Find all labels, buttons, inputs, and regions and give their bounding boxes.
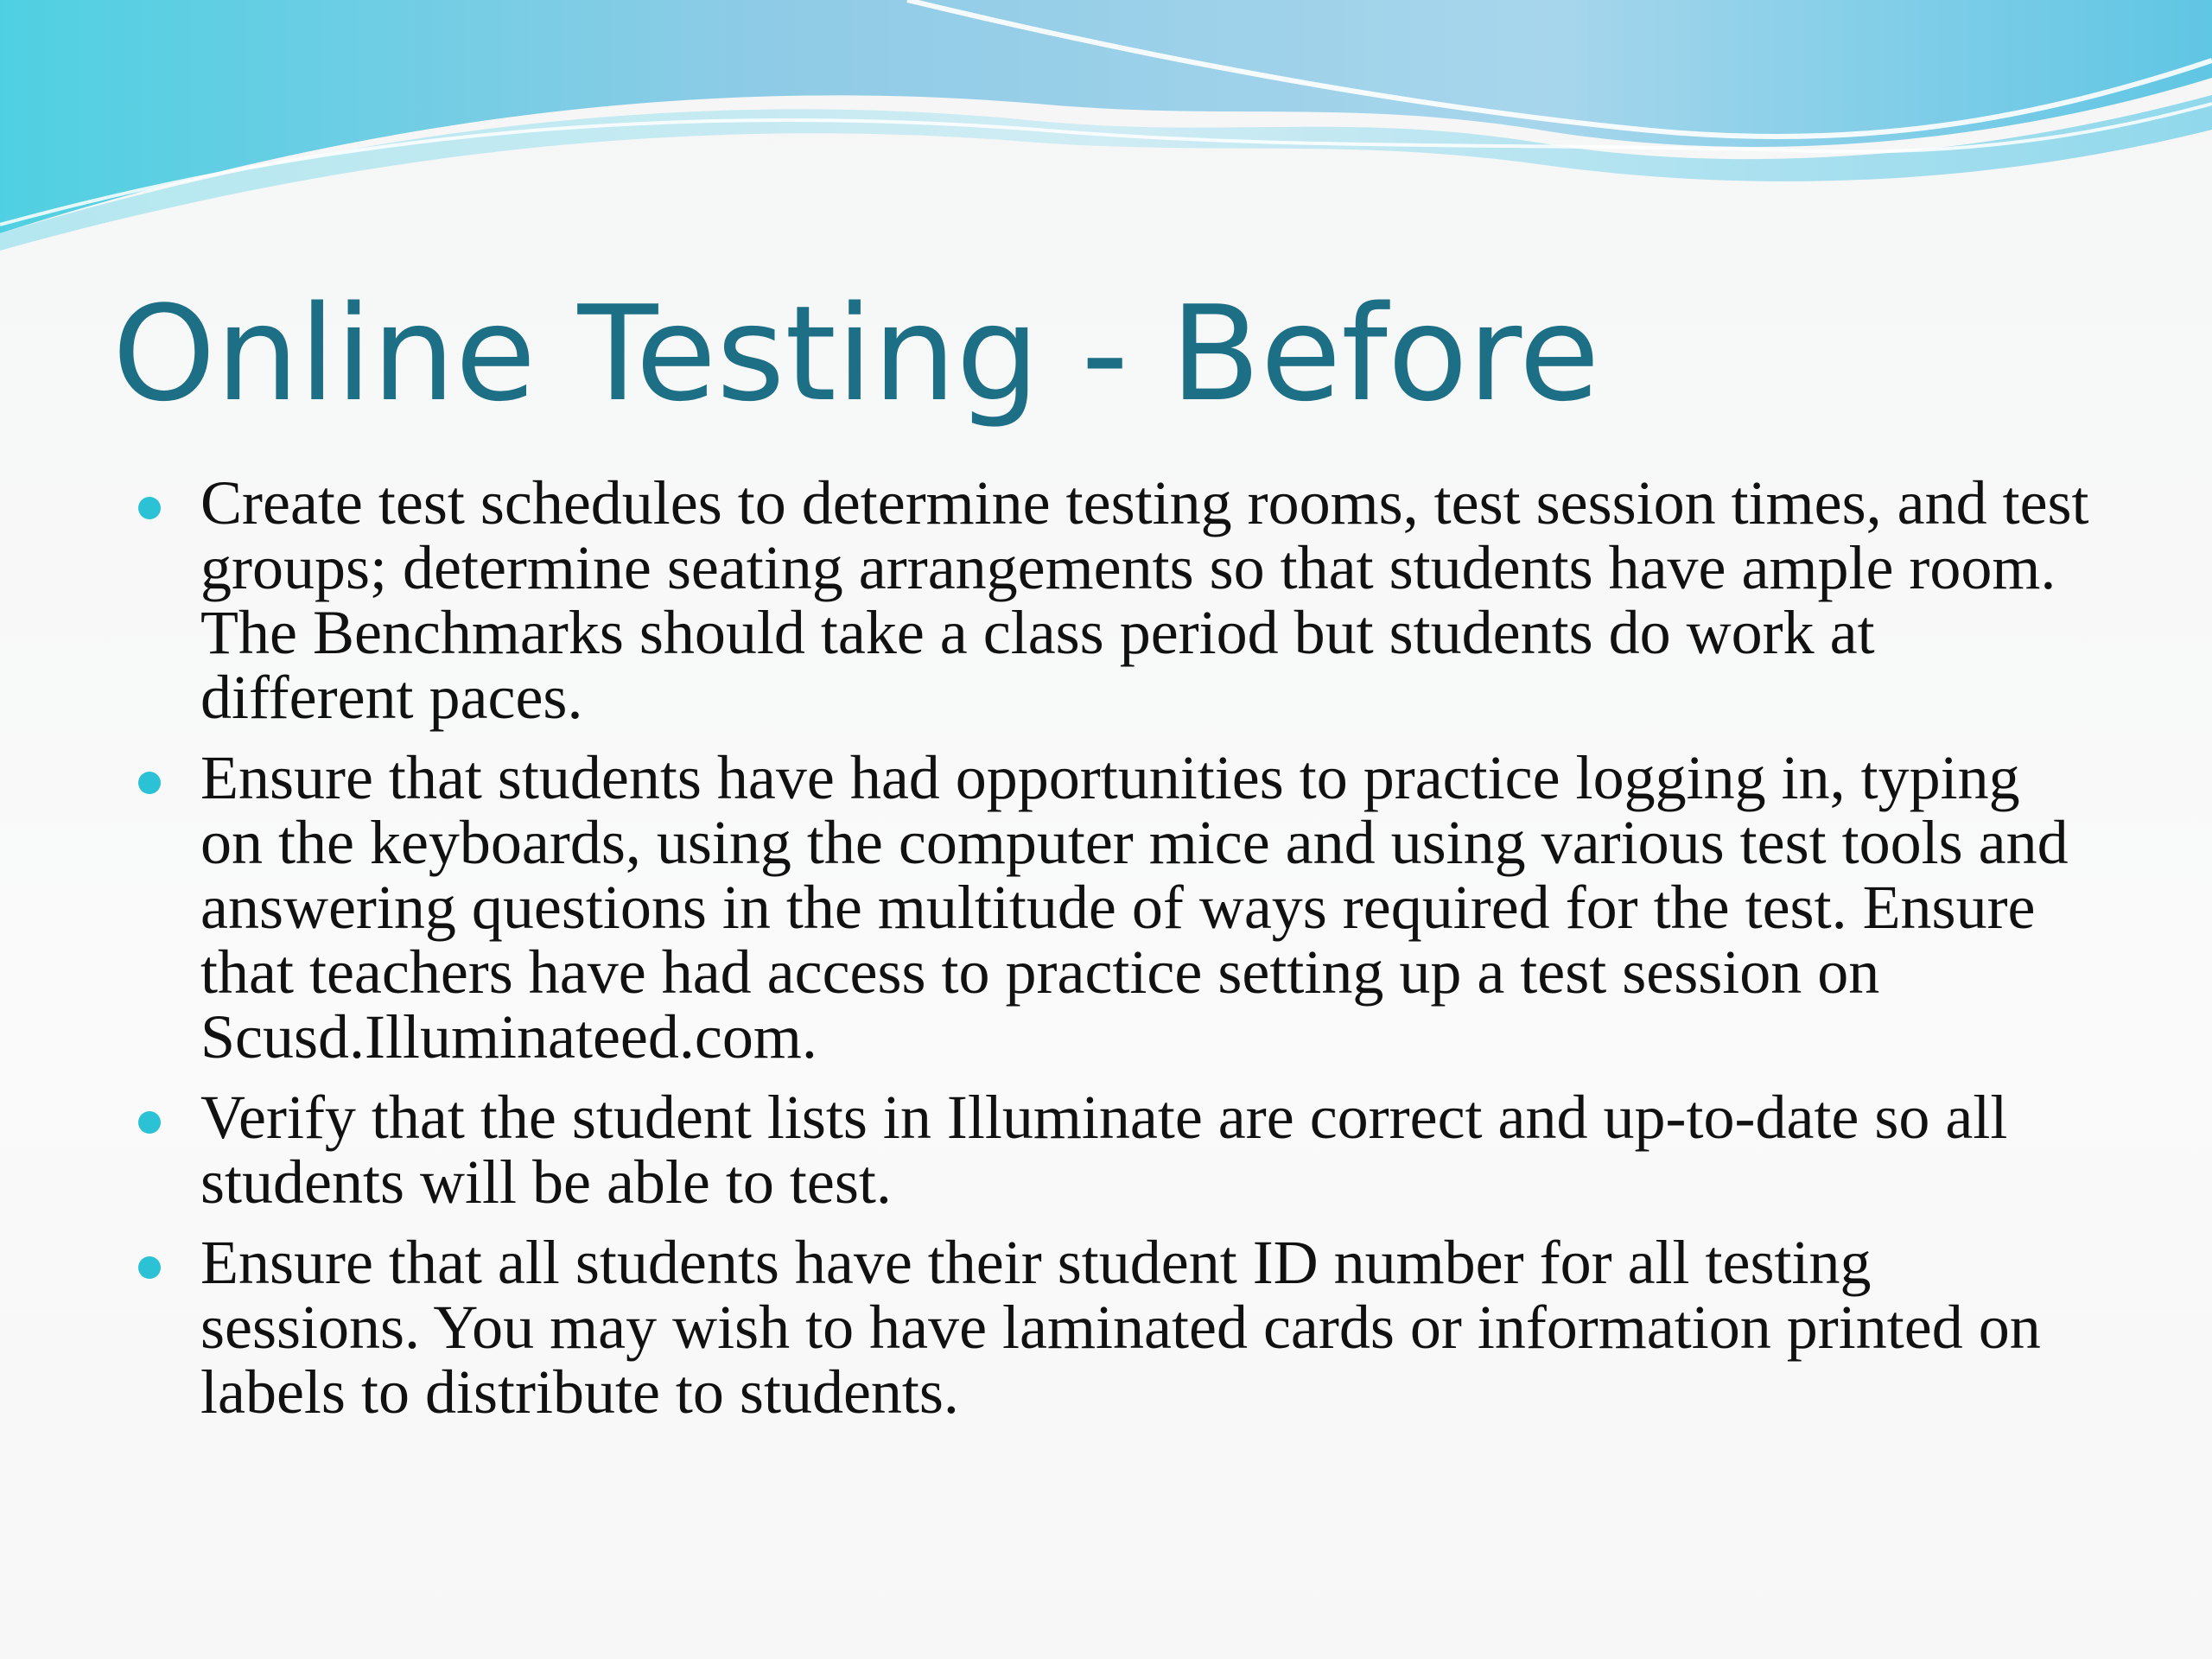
bullet-text: Verify that the student lists in Illuminate are correct and up-to-date so all students will be able to test.	[200, 1083, 2008, 1217]
bullet-dot-icon	[138, 772, 161, 794]
bullet-dot-icon	[138, 1111, 161, 1134]
wave-back	[0, 0, 2212, 233]
bullet-item	[130, 468, 2091, 732]
header-wave-decoration	[0, 0, 2212, 259]
slide-title: Online Testing - Before	[112, 277, 1600, 430]
bullet-text: Ensure that all students have their student ID number for all testing sessions. You may wish to have laminated cards or information printed on labels to distribute to students.	[200, 1228, 2041, 1427]
bullet-dot-icon	[138, 497, 161, 519]
bullet-item	[130, 1230, 2091, 1425]
bullet-text: Create test schedules to determine testing rooms, test session times, and test groups; determine seating arrangements so that students have ample room. The Benchmarks should take a class period but students do work at different paces.	[200, 468, 2089, 732]
bullet-dot-icon	[138, 1256, 161, 1279]
bullet-item	[130, 1085, 2091, 1215]
bullet-text: Ensure that students have had opportunities to practice logging in, typing on the keyboards, using the computer mice and using various test tools and answering questions in the multitude of ways required for the test. Ensure that teachers have had access to practice setting up a test session on Scusd.Illuminateed.com.	[200, 743, 2069, 1071]
bullet-item	[130, 743, 2091, 1071]
bullet-list	[130, 468, 2091, 1440]
